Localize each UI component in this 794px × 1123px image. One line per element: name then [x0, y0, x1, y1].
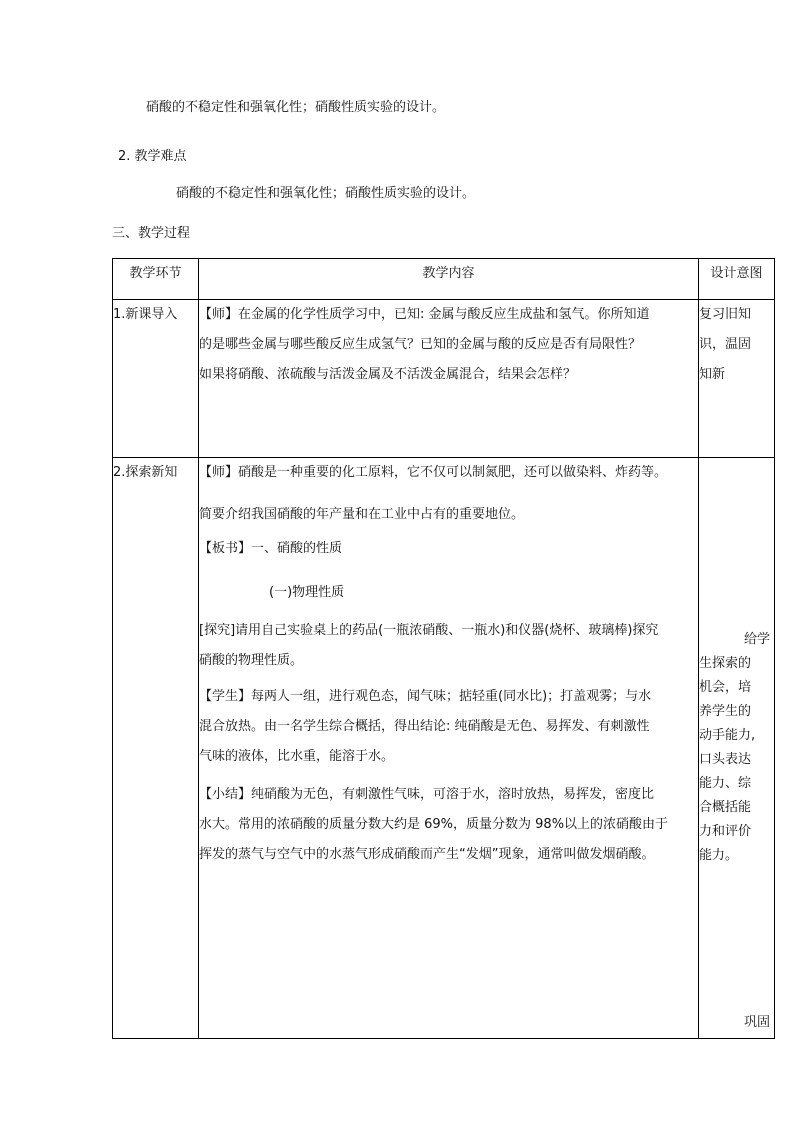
- row2-intent-line: 给学: [743, 632, 770, 647]
- header-content: 教学内容: [199, 259, 699, 300]
- row2-paragraph: 【板书】一、硝酸的性质: [199, 541, 343, 556]
- row2-intent-line: 合概括能: [699, 800, 752, 815]
- difficulty-title: 2. 教学难点: [118, 149, 187, 164]
- row2-intent-line: 生探索的: [699, 656, 752, 671]
- row2-paragraph: 硝酸的物理性质。: [199, 653, 304, 668]
- row2-paragraph: 挥发的蒸气与空气中的水蒸气形成硝酸而产生“发烟”现象，通常叫做发烟硝酸。: [199, 847, 655, 862]
- row2-paragraph: 【学生】每两人一组，进行观色态，闻气味；掂轻重(同水比)；打盖观雾；与水: [199, 689, 652, 704]
- row2-intent-line: 机会，培: [699, 680, 752, 695]
- row2-intent-line: 动手能力,: [699, 728, 756, 743]
- table-row: [113, 458, 775, 1039]
- row2-paragraph: 混合放热。由一名学生综合概括，得出结论: 纯硝酸是无色、易挥发、有刺激性: [199, 719, 650, 734]
- row2-paragraph: 简要介绍我国硝酸的年产量和在工业中占有的重要地位。: [199, 507, 525, 522]
- row2-intent-footer: 巩固: [743, 1015, 770, 1030]
- intro-line: 硝酸的不稳定性和强氧化性；硝酸性质实验的设计。: [146, 100, 446, 115]
- row2-stage: 2.探索新知: [113, 458, 199, 1039]
- row1-content: [199, 300, 699, 458]
- row1-intent-line: 知新: [699, 367, 726, 382]
- row1-intent-line: 识，温固: [699, 337, 752, 352]
- row2-paragraph: 【小结】纯硝酸为无色，有刺激性气味，可溶于水，溶时放热，易挥发，密度比: [199, 787, 655, 802]
- section-title: 三、教学过程: [112, 226, 191, 241]
- table-header-row: [113, 259, 775, 300]
- row1-line: 如果将硝酸、浓硫酸与活泼金属及不活泼金属混合，结果会怎样？: [199, 367, 577, 382]
- row2-intent-line: 养学生的: [699, 704, 752, 719]
- row1-line: 的是哪些金属与哪些酸反应生成氢气？已知的金属与酸的反应是否有局限性？: [199, 337, 642, 352]
- row1-intent: [699, 300, 775, 458]
- row2-paragraph: 气味的液体，比水重，能溶于水。: [199, 749, 395, 764]
- row2-intent: [699, 458, 775, 1039]
- row2-intent-line: 口头表达: [699, 752, 752, 767]
- row2-intent-line: 能力。: [699, 848, 739, 863]
- row1-intent-line: 复习旧知: [699, 307, 752, 322]
- row2-paragraph: 水大。常用的浓硝酸的质量分数大约是 69%，质量分数为 98%以上的浓硝酸由于: [199, 817, 669, 832]
- row1-stage: 1.新课导入: [113, 300, 199, 458]
- row2-intent-line: 能力、综: [699, 776, 752, 791]
- difficulty-text: 硝酸的不稳定性和强氧化性；硝酸性质实验的设计。: [176, 186, 476, 201]
- row2-paragraph: (一)物理性质: [269, 585, 345, 600]
- lesson-table: [112, 258, 775, 1039]
- header-stage: 教学环节: [113, 259, 199, 300]
- table-row: [113, 300, 775, 458]
- header-intent: 设计意图: [699, 259, 775, 300]
- row2-paragraph: 【师】硝酸是一种重要的化工原料，它不仅可以制氮肥，还可以做染料、炸药等。: [199, 465, 668, 480]
- row2-paragraph: [探究]请用自己实验桌上的药品(一瓶浓硝酸、一瓶水)和仪器(烧杯、玻璃棒)探究: [199, 623, 659, 638]
- row1-line: 【师】在金属的化学性质学习中，已知: 金属与酸反应生成盐和氢气。你所知道: [199, 307, 650, 322]
- row2-intent-line: 力和评价: [699, 824, 752, 839]
- row2-content: [199, 458, 699, 1039]
